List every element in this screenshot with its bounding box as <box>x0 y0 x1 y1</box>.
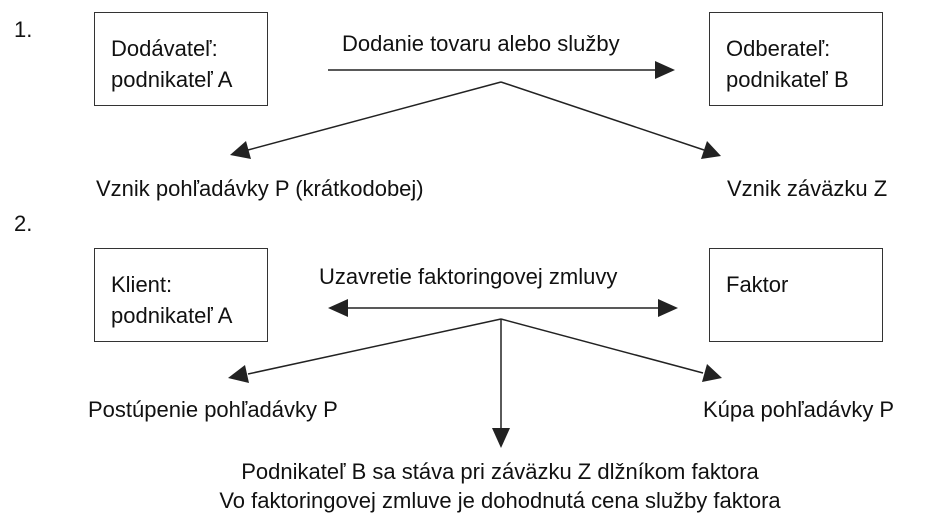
client-name: podnikateľ A <box>111 303 233 328</box>
customer-label: Odberateľ: <box>726 36 831 61</box>
client-box <box>94 248 268 342</box>
contract-label: Uzavretie faktoringovej zmluvy <box>319 264 618 289</box>
assignment-arrowhead <box>228 365 249 383</box>
factor-label: Faktor <box>726 272 789 297</box>
receivable-branch-line <box>248 82 501 150</box>
assignment-branch-line <box>248 319 501 374</box>
liability-branch-line <box>501 82 704 150</box>
supplier-box <box>94 12 268 106</box>
section1-number: 1. <box>14 17 33 42</box>
customer-box <box>709 12 883 106</box>
liability-origin-label: Vznik záväzku Z <box>727 176 888 201</box>
price-statement: Vo faktoringovej zmluve je dohodnutá cena služby faktora <box>219 488 781 513</box>
receivable-arrowhead <box>230 141 251 159</box>
factor-box <box>709 248 883 342</box>
receivable-origin-label: Vznik pohľadávky P (krátkodobej) <box>96 176 424 201</box>
supplier-label: Dodávateľ: <box>111 36 218 61</box>
contract-arrowhead-right <box>658 299 678 317</box>
delivery-label: Dodanie tovaru alebo služby <box>342 31 620 56</box>
purchase-branch-line <box>501 319 703 373</box>
client-label: Klient: <box>111 272 173 297</box>
contract-arrowhead-left <box>328 299 348 317</box>
delivery-arrowhead <box>655 61 675 79</box>
section2-number: 2. <box>14 211 33 236</box>
debtor-arrowhead <box>492 428 510 448</box>
liability-arrowhead <box>701 141 721 159</box>
supplier-name: podnikateľ A <box>111 67 233 92</box>
assignment-label: Postúpenie pohľadávky P <box>88 397 338 422</box>
customer-name: podnikateľ B <box>726 67 849 92</box>
purchase-arrowhead <box>702 364 722 382</box>
purchase-label: Kúpa pohľadávky P <box>703 397 895 422</box>
debtor-statement: Podnikateľ B sa stáva pri záväzku Z dlžníkom faktora <box>241 459 759 484</box>
